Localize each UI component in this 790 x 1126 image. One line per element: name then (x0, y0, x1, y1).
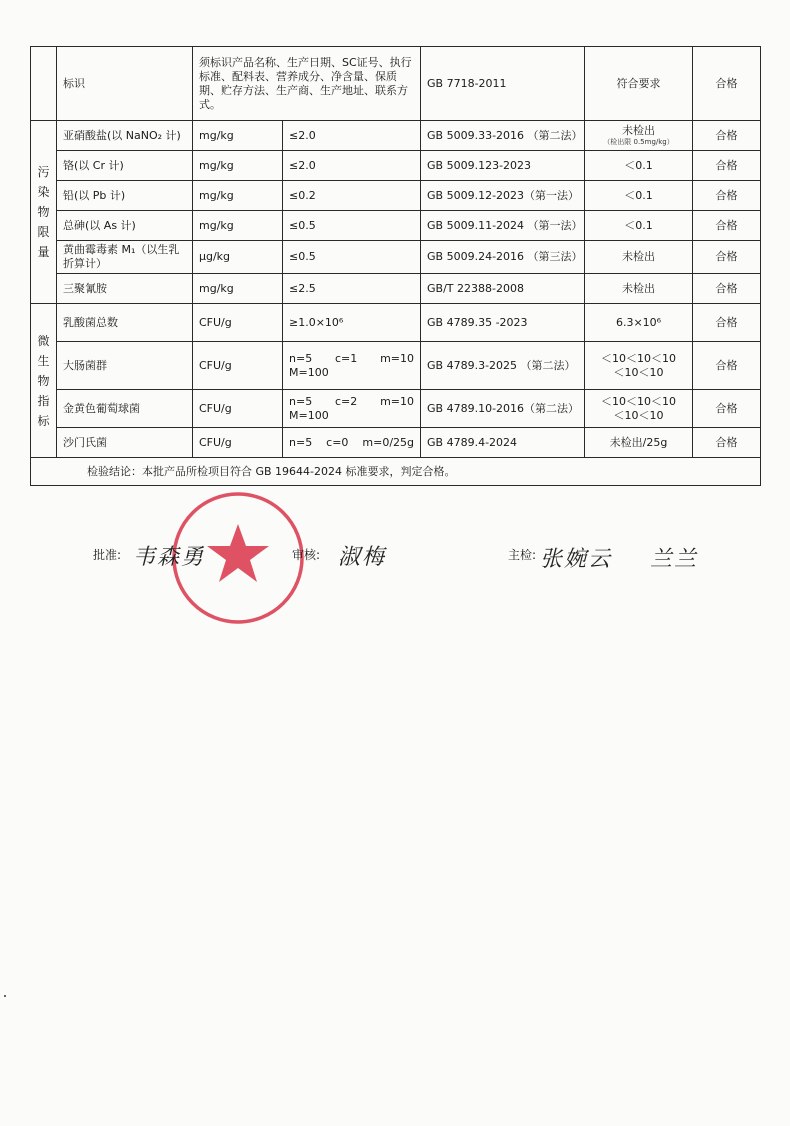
method: GB 5009.11-2024 （第一法） (421, 211, 585, 241)
method: GB 4789.4-2024 (421, 428, 585, 458)
unit: CFU/g (193, 390, 283, 428)
item-name: 亚硝酸盐(以 NaNO₂ 计) (57, 121, 193, 151)
inspection-table (30, 46, 761, 486)
result: ＜10＜10＜10 ＜10＜10 (585, 342, 693, 390)
unit: mg/kg (193, 151, 283, 181)
method: GB 5009.12-2023（第一法） (421, 181, 585, 211)
category-pollutant: 污染物限量 (31, 121, 57, 304)
method: GB 5009.24-2016 （第三法） (421, 241, 585, 274)
judgement: 合格 (693, 181, 761, 211)
method: GB/T 22388-2008 (421, 274, 585, 304)
result: 6.3×10⁶ (585, 304, 693, 342)
label-requirement: 须标识产品名称、生产日期、SC证号、执行标准、配料表、营养成分、净含量、保质期、贮存方法、生产商、生产地址、联系方式。 (193, 47, 421, 121)
table-row (31, 121, 761, 151)
item-name: 乳酸菌总数 (57, 304, 193, 342)
label-row (31, 47, 761, 121)
judgement: 合格 (693, 274, 761, 304)
result: 未检出/25g (585, 428, 693, 458)
category-micro: 微生物指标 (31, 304, 57, 458)
table-row (31, 342, 761, 390)
table-row (31, 304, 761, 342)
chief-label: 主检: (508, 548, 537, 562)
chief-signature: 张婉云 (540, 547, 613, 572)
result: ＜10＜10＜10 ＜10＜10 (585, 390, 693, 428)
item-name: 三聚氰胺 (57, 274, 193, 304)
table-row (31, 181, 761, 211)
judgement-label: 合格 (693, 47, 761, 121)
item-name: 铬(以 Cr 计) (57, 151, 193, 181)
method: GB 4789.35 -2023 (421, 304, 585, 342)
conclusion-row (31, 458, 761, 486)
result: ＜0.1 (585, 151, 693, 181)
item-name: 总砷(以 As 计) (57, 211, 193, 241)
result: 未检出 (585, 241, 693, 274)
result: 未检出 (585, 274, 693, 304)
unit: mg/kg (193, 274, 283, 304)
unit: CFU/g (193, 304, 283, 342)
table-row (31, 211, 761, 241)
approve-label: 批准: (93, 548, 122, 562)
unit: mg/kg (193, 211, 283, 241)
unit: CFU/g (193, 428, 283, 458)
judgement: 合格 (693, 304, 761, 342)
limit: ≤2.0 (283, 121, 421, 151)
conclusion-text: 检验结论：本批产品所检项目符合 GB 19644-2024 标准要求，判定合格。 (31, 458, 761, 486)
judgement: 合格 (693, 390, 761, 428)
table-row (31, 428, 761, 458)
limit: n=5 c=0 m=0/25g (283, 428, 421, 458)
judgement: 合格 (693, 151, 761, 181)
signature-row (0, 540, 790, 580)
judgement: 合格 (693, 211, 761, 241)
table-row (31, 241, 761, 274)
limit: ≤0.2 (283, 181, 421, 211)
item-label: 标识 (57, 47, 193, 121)
unit: CFU/g (193, 342, 283, 390)
limit: ≥1.0×10⁶ (283, 304, 421, 342)
review-signature: 淑梅 (338, 545, 387, 570)
method: GB 5009.123-2023 (421, 151, 585, 181)
limit: ≤2.5 (283, 274, 421, 304)
unit: μg/kg (193, 241, 283, 274)
item-name: 沙门氏菌 (57, 428, 193, 458)
limit: ≤0.5 (283, 241, 421, 274)
review-label: 审核: (292, 548, 321, 562)
result: ＜0.1 (585, 181, 693, 211)
approve-signature: 韦森勇 (133, 545, 206, 570)
chief-signature-2: 兰兰 (650, 547, 699, 572)
result: ＜0.1 (585, 211, 693, 241)
item-name: 金黄色葡萄球菌 (57, 390, 193, 428)
limit: ≤2.0 (283, 151, 421, 181)
scan-speck (4, 995, 6, 997)
judgement: 合格 (693, 342, 761, 390)
limit: n=5 c=1 m=10 M=100 (283, 342, 421, 390)
unit: mg/kg (193, 121, 283, 151)
method: GB 4789.3-2025 （第二法） (421, 342, 585, 390)
item-name: 黄曲霉毒素 M₁（以生乳折算计） (57, 241, 193, 274)
category-cell (31, 47, 57, 121)
limit: ≤0.5 (283, 211, 421, 241)
judgement: 合格 (693, 241, 761, 274)
judgement: 合格 (693, 121, 761, 151)
method: GB 4789.10-2016（第二法） (421, 390, 585, 428)
method-label: GB 7718-2011 (421, 47, 585, 121)
table-row (31, 274, 761, 304)
unit: mg/kg (193, 181, 283, 211)
result: 未检出 （检出限 0.5mg/kg） (585, 121, 693, 151)
judgement: 合格 (693, 428, 761, 458)
method: GB 5009.33-2016 （第二法） (421, 121, 585, 151)
item-name: 铅(以 Pb 计) (57, 181, 193, 211)
result-label: 符合要求 (585, 47, 693, 121)
table-row (31, 390, 761, 428)
table-row (31, 151, 761, 181)
limit: n=5 c=2 m=10 M=100 (283, 390, 421, 428)
item-name: 大肠菌群 (57, 342, 193, 390)
